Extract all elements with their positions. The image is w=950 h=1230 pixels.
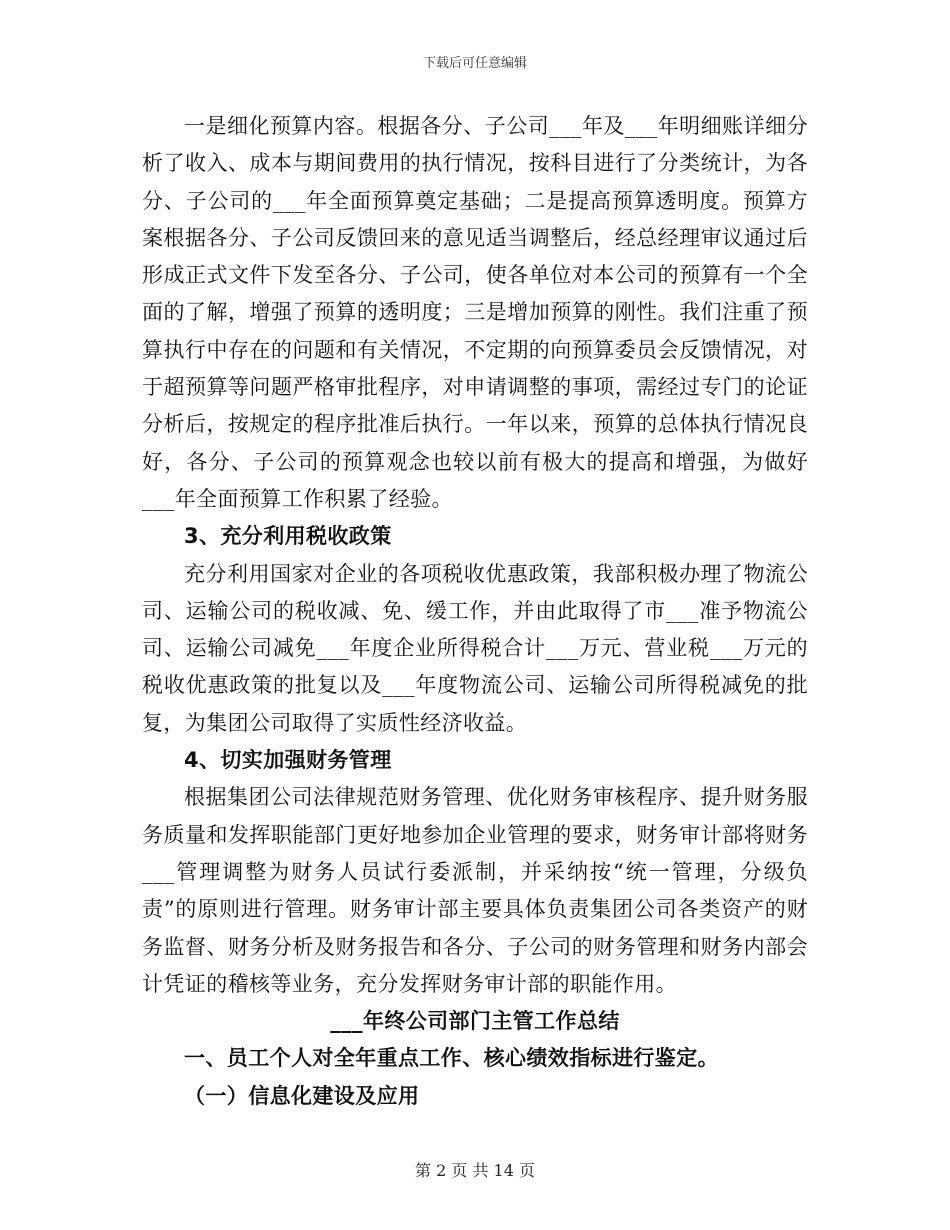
subsection-heading-1: （一）信息化建设及应用 — [184, 1083, 420, 1108]
heading-tax-policy: 3、充分利用税收政策 — [184, 524, 392, 549]
page-header: 下载后可任意编辑 — [422, 56, 527, 71]
section-heading-1: 一、员工个人对全年重点工作、核心绩效指标进行鉴定。 — [184, 1046, 719, 1071]
paragraph-budget: 一是细化预算内容。根据各分、子公司___年及___年明细账详细分析了收入、成本与期间费用的执行情况，按科目进行了分类统计，为各分、子公司的___年全面预算奠定基础；二是提高预算透明度。预算方案根据各分、子公司反馈回来的意见适当调整后，经总经理审议通过后形成正式文件下发至各分、子公司，使各单位对本公司的预算有一个全面的了解，增强了预算的透明度；三是增加预算的刚性。我们注重了预算执行中存在的问题和有关情况，不定期的向预算委员会反馈情况，对于超预算等问题严格审批程序，对申请调整的事项，需经过专门的论证分析后，按规定的程序批准后执行。一年以来，预算的总体执行情况良好，各分、子公司的预算观念也较以前有极大的提高和增强，为做好___年全面预算工作积累了经验。 — [142, 114, 808, 511]
page-footer: 第 2 页 共 14 页 — [415, 1161, 535, 1180]
paragraph-financial-management: 根据集团公司法律规范财务管理、优化财务审核程序、提升财务服务质量和发挥职能部门更好地参加企业管理的要求，财务审计部将财务___管理调整为财务人员试行委派制，并采纳按“统一管理，分级负责”的原则进行管理。财务审计部主要具体负责集团公司各类资产的财务监督、财务分析及财务报告和各分、子公司的财务管理和财务内部会计凭证的稽核等业务，充分发挥财务审计部的职能作用。 — [142, 785, 808, 996]
document-body — [142, 108, 808, 1115]
paragraph-tax-policy: 充分利用国家对企业的各项税收优惠政策，我部积极办理了物流公司、运输公司的税收减、免、缓工作，并由此取得了市___准予物流公司、运输公司减免___年度企业所得税合计___万元、营业税___万元的税收优惠政策的批复以及___年度物流公司、运输公司所得税减免的批复，为集团公司取得了实质性经济收益。 — [142, 561, 808, 735]
heading-financial-management: 4、切实加强财务管理 — [184, 748, 392, 773]
document-title: ___年终公司部门主管工作总结 — [330, 1009, 620, 1034]
